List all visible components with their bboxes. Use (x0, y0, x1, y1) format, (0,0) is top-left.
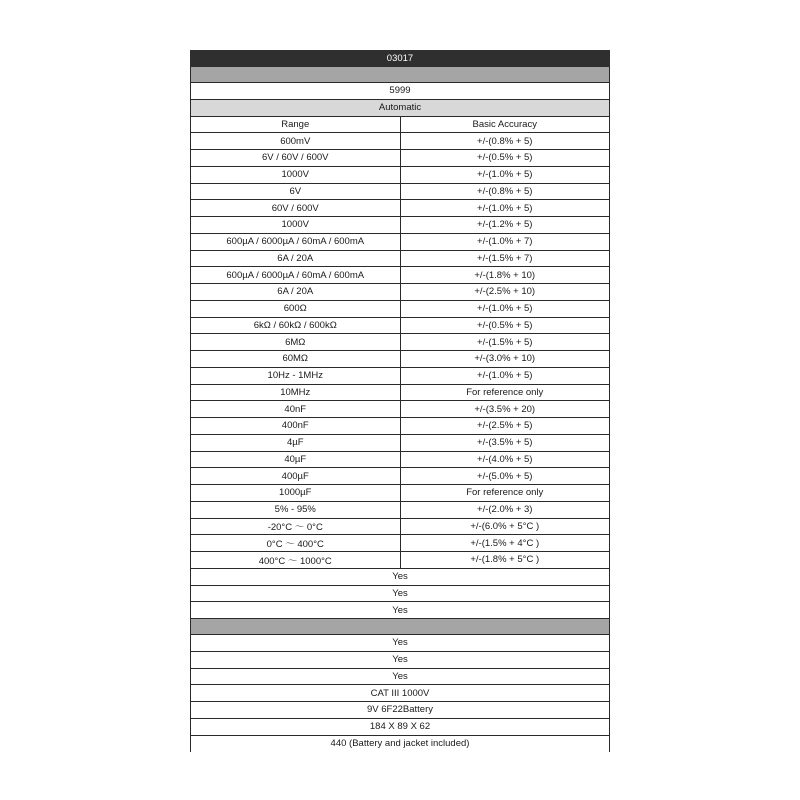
accuracy-cell: +/-(1.5% + 4°C ) (470, 537, 540, 549)
range-cell: 6kΩ / 60kΩ / 600kΩ (191, 318, 401, 334)
accuracy-cell: +/-(5.0% + 5) (477, 470, 533, 482)
feature-row (190, 602, 610, 619)
table-row (190, 200, 610, 217)
range-cell: 600µA / 6000µA / 60mA / 600mA (191, 234, 401, 250)
accuracy-cell: +/-(1.0% + 5) (477, 169, 533, 181)
table-row (190, 468, 610, 485)
range-cell: 10MHz (191, 385, 401, 401)
range-cell: 400µF (191, 468, 401, 484)
accuracy-cell: +/-(0.5% + 5) (477, 319, 533, 331)
feature-row (190, 719, 610, 736)
accuracy-cell: +/-(3.5% + 5) (477, 437, 533, 449)
accuracy-cell: +/-(1.5% + 5) (477, 336, 533, 348)
range-cell: 6V / 60V / 600V (191, 150, 401, 166)
table-row (190, 217, 610, 234)
table-row (190, 385, 610, 402)
accuracy-cell: +/-(0.5% + 5) (477, 152, 533, 164)
table-row (190, 318, 610, 335)
accuracy-cell: +/-(0.8% + 5) (477, 185, 533, 197)
table-header-row (190, 117, 610, 134)
range-cell: 6A / 20A (191, 251, 401, 267)
range-cell: 40µF (191, 452, 401, 468)
table-row (190, 401, 610, 418)
feature-row (190, 669, 610, 686)
range-cell: 0°C ～ 400°C (191, 535, 401, 551)
accuracy-cell: +/-(0.8% + 5) (477, 135, 533, 147)
feature-row (190, 736, 610, 753)
range-cell: 6V (191, 184, 401, 200)
accuracy-cell: +/-(1.0% + 5) (477, 370, 533, 382)
table-row (190, 167, 610, 184)
feature-value: Yes (392, 604, 408, 616)
table-row (190, 552, 610, 569)
range-cell: 400°C ～ 1000°C (191, 552, 401, 568)
feature-row (190, 569, 610, 586)
accuracy-cell: +/-(3.0% + 10) (474, 353, 536, 365)
table-row (190, 502, 610, 519)
feature-value: 184 X 89 X 62 (369, 721, 431, 733)
range-cell: 6MΩ (191, 334, 401, 350)
accuracy-cell: For reference only (466, 487, 544, 499)
feature-value: Yes (392, 637, 408, 649)
accuracy-header: Basic Accuracy (472, 118, 537, 130)
range-cell: 40nF (191, 401, 401, 417)
range-cell: 600Ω (191, 301, 401, 317)
feature-row (190, 635, 610, 652)
range-header: Range (191, 117, 401, 133)
range-cell: 600mV (191, 133, 401, 149)
model-header (190, 50, 610, 67)
range-cell: 600µA / 6000µA / 60mA / 600mA (191, 267, 401, 283)
table-row (190, 267, 610, 284)
table-row (190, 334, 610, 351)
feature-row (190, 652, 610, 669)
range-cell: 1000V (191, 167, 401, 183)
accuracy-cell: +/-(1.0% + 5) (477, 303, 533, 315)
range-cell: 6A / 20A (191, 284, 401, 300)
table-row (190, 485, 610, 502)
feature-value: CAT III 1000V (370, 687, 430, 699)
counts-value: 5999 (389, 85, 411, 97)
accuracy-cell: +/-(2.5% + 5) (477, 420, 533, 432)
table-row (190, 150, 610, 167)
section-divider (190, 619, 610, 635)
range-cell: -20°C ～ 0°C (191, 519, 401, 535)
feature-row (190, 702, 610, 719)
accuracy-cell: +/-(3.5% + 20) (474, 403, 536, 415)
table-row (190, 452, 610, 469)
model-number: 03017 (386, 53, 414, 64)
range-cell: 1000µF (191, 485, 401, 501)
table-row (190, 535, 610, 552)
table-row (190, 284, 610, 301)
section-divider (190, 67, 610, 83)
feature-value: Yes (392, 670, 408, 682)
accuracy-cell: +/-(2.0% + 3) (477, 504, 533, 516)
accuracy-cell: +/-(2.5% + 10) (474, 286, 536, 298)
features-group-b (190, 635, 610, 752)
feature-value: Yes (392, 654, 408, 666)
accuracy-cell: +/-(6.0% + 5°C ) (470, 520, 540, 532)
table-row (190, 351, 610, 368)
table-row (190, 184, 610, 201)
spec-table (190, 50, 610, 752)
range-cell: 60V / 600V (191, 200, 401, 216)
accuracy-cell: +/-(4.0% + 5) (477, 453, 533, 465)
accuracy-cell: +/-(1.8% + 10) (474, 269, 536, 281)
table-row (190, 435, 610, 452)
table-row (190, 418, 610, 435)
range-cell: 4µF (191, 435, 401, 451)
range-cell: 1000V (191, 217, 401, 233)
accuracy-cell: For reference only (466, 386, 544, 398)
feature-value: Yes (392, 571, 408, 583)
feature-value: Yes (392, 587, 408, 599)
table-row (190, 519, 610, 536)
range-mode-row (190, 100, 610, 117)
feature-value: 9V 6F22Battery (366, 704, 433, 716)
accuracy-cell: +/-(1.5% + 7) (477, 252, 533, 264)
range-cell: 10Hz - 1MHz (191, 368, 401, 384)
feature-value: 440 (Battery and jacket included) (330, 738, 470, 750)
accuracy-cell: +/-(1.8% + 5°C ) (470, 554, 540, 566)
accuracy-cell: +/-(1.0% + 7) (477, 236, 533, 248)
feature-row (190, 586, 610, 603)
range-cell: 400nF (191, 418, 401, 434)
table-row (190, 368, 610, 385)
counts-row (190, 83, 610, 100)
accuracy-cell: +/-(1.2% + 5) (477, 219, 533, 231)
features-group-a (190, 569, 610, 619)
range-cell: 5% - 95% (191, 502, 401, 518)
table-row (190, 234, 610, 251)
table-row (190, 251, 610, 268)
range-cell: 60MΩ (191, 351, 401, 367)
accuracy-cell: +/-(1.0% + 5) (477, 202, 533, 214)
measurement-rows (190, 133, 610, 569)
feature-row (190, 685, 610, 702)
table-row (190, 133, 610, 150)
range-mode-value: Automatic (378, 102, 422, 114)
table-row (190, 301, 610, 318)
